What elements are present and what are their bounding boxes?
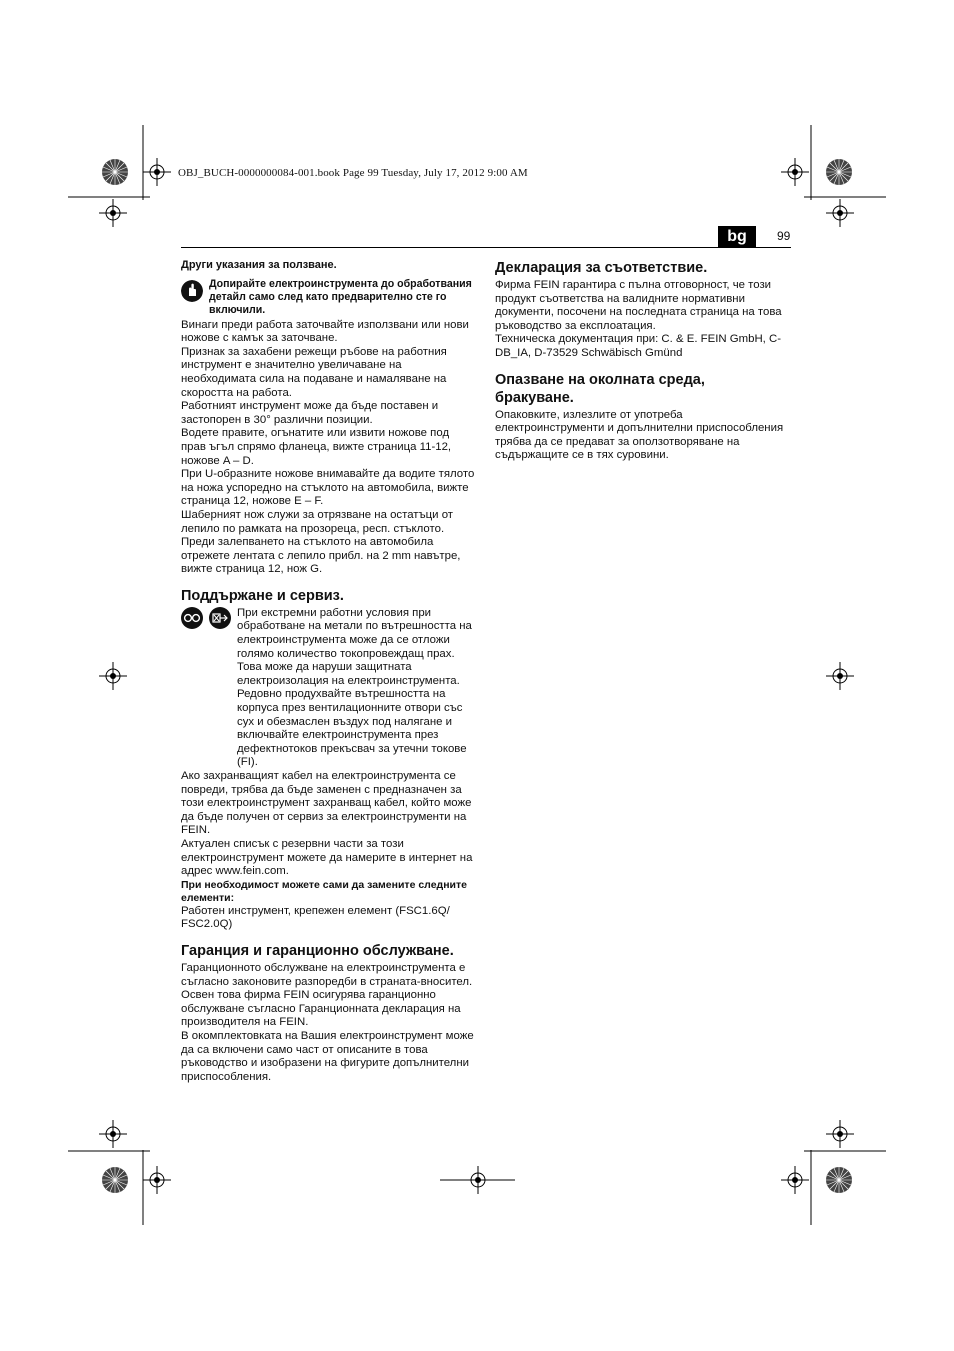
paragraph: Гаранционното обслужване на електроинструмента е съгласно законовите разпоредби в страната-вносител. Освен това фирма FEIN осигурява гаранционно обслужване съгласно Гаранционната декларация на производителя на FEIN. <box>181 961 473 1029</box>
header-rule <box>181 247 791 248</box>
paragraph: В окомплектовката на Вашия електроинструмент може да са включени само част от описаните в това ръководство и изобразени на фигурите допълнителни приспособления. <box>181 1029 474 1083</box>
maintenance-block <box>181 607 477 770</box>
residual-current-device-icon <box>208 607 232 629</box>
paragraph: Признак за захабени режещи ръбове на работния инструмент е значително увеличаване на необходимата сила на подаване и намаляване на скоростта на работа. <box>181 345 447 399</box>
paragraph: При екстремни работни условия при обработване на метали по вътрешността на електроинструмента може да се отложи голямо количество токопровеждащ прах. Това може да наруши защитната електроизолация на електроинструмента. Редовно продухвайте вътрешността на корпуса през вентилационните отвори със сух и обезмаслен въздух под налягане и включвайте електроинструмента през дефектнотоков прекъсвач за утечни токове (FI). <box>237 606 472 769</box>
right-column <box>495 259 791 463</box>
paragraph: Ако захранващият кабел на електроинструмента се повреди, трябва да бъде заменен с предназначен за този електроинструмент захранващ кабел, който може да бъде получен от сервиз за електроинструменти на FEIN. <box>181 770 472 837</box>
paragraph: Техническа документация при: C. & E. FEIN GmbH, C-DB_IA, D-73529 Schwäbisch Gmünd <box>495 333 782 359</box>
paragraph: При U-образните ножове внимавайте да водите тялото на ножа успоредно на стъклото на автомобила, вижте страница 12, ножове E – F. <box>181 468 475 508</box>
left-column <box>181 259 477 1084</box>
hand-touch-icon <box>181 280 203 302</box>
environment-title: Опазване на околната среда, бракуване. <box>495 371 705 406</box>
paragraph: Водете правите, огънатите или извити ножове под прав ъгъл спрямо фланеца, вижте страница 11-12, ножове A – D. <box>181 427 452 467</box>
declaration-title: Декларация за съответствие. <box>495 260 708 276</box>
warranty-title: Гаранция и гаранционно обслужване. <box>181 942 454 959</box>
print-header: OBJ_BUCH-0000000084-001.book Page 99 Tuesday, July 17, 2012 9:00 AM <box>178 167 528 179</box>
paragraph: Работният инструмент може да бъде поставен и застопорен в 30° различни позиции. <box>181 400 439 426</box>
page-number: 99 <box>777 229 791 243</box>
warning-text: Допирайте електроинструмента до обработвания детайл само след като предварително сте го включили. <box>209 277 472 316</box>
warning-block <box>181 278 477 317</box>
maintenance-title: Поддържане и сервиз. <box>181 587 344 604</box>
paragraph: Работен инструмент, крепежен елемент (FSC1.6Q/ FSC2.0Q) <box>181 904 450 931</box>
language-badge: bg <box>718 226 756 248</box>
other-instructions-title: Други указания за ползване. <box>181 259 337 271</box>
paragraph: Винаги преди работа заточвайте използвани или нови ножове с камък за заточване. <box>181 318 469 345</box>
paragraph: Опаковките, излезлите от употреба електроинструменти и допълнителни приспособления трябва да се предават за оползотворяване на съдържащите се в тях суровини. <box>495 408 784 462</box>
safety-goggles-icon <box>181 607 203 629</box>
replace-title: При необходимост можете сами да замените следните елементи: <box>181 878 467 904</box>
paragraph: Фирма FEIN гарантира с пълна отговорност, че този продукт съответства на валидните нормативни документи, посочени на последната страница на това ръководство за експлоатация. <box>495 279 782 332</box>
paragraph: Шаберният нож служи за отрязване на остатъци от лепило по рамката на прозореца, респ. стъклото. Преди залепването на стъклото на автомобила отрежете лентата с лепило прибл. на 2 mm навътре, вижте страница 12, нож G. <box>181 508 461 576</box>
paragraph: Актуален списък с резервни части за този електроинструмент можете да намерите в интернет на адрес www.fein.com. <box>181 837 473 878</box>
